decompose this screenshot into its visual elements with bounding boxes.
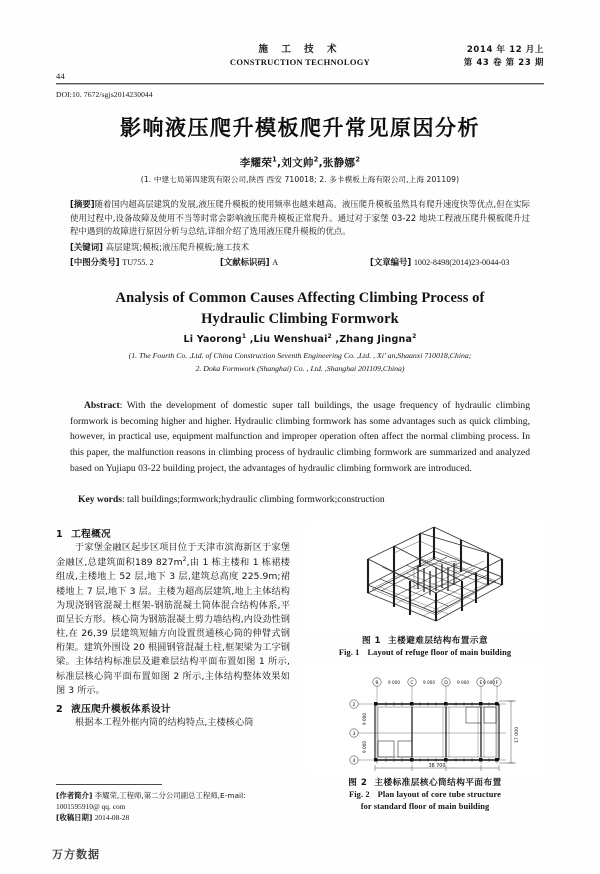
svg-text:2: 2: [352, 702, 356, 708]
svg-text:9 000: 9 000: [362, 740, 367, 753]
figure-2-number-en: Fig. 2: [349, 789, 370, 799]
article-id-value: 1002-8498(2014)23-0044-03: [413, 258, 510, 268]
affiliation-en-line1: (1. The Fourth Co. ,Ltd. of China Construction Seventh Engineering Co. ,Ltd. , Xi' an,Shaanxi 710018,China;: [128, 351, 472, 360]
figure-1-title-en: Layout of refuge floor of main building: [367, 648, 512, 657]
keywords-label-en: Key words: [78, 494, 122, 505]
figure-2: [306, 665, 544, 813]
page-masthead: [56, 44, 544, 82]
affiliation-en: [70, 350, 530, 376]
svg-text:F: F: [495, 680, 499, 686]
body-column-right: [306, 523, 544, 815]
keywords-en: [70, 494, 530, 505]
received-date-label: [收稿日期]: [56, 813, 93, 823]
masthead-divider: [56, 83, 544, 85]
page-title-en-line2: Hydraulic Climbing Formwork: [201, 311, 399, 328]
abstract-label-cn: [摘要]: [70, 199, 95, 209]
abstract-en: [70, 398, 530, 477]
svg-text:D: D: [444, 680, 448, 686]
figure-2-caption-en: [306, 789, 544, 813]
doc-code-label: [文献标识码]: [220, 257, 270, 268]
affiliation-en-line2: 2. Doka Formwork (Shanghai) Co. , Ltd. ,Shanghai 201109,China): [195, 363, 405, 373]
figure-1-number-cn: 图 1: [361, 636, 382, 646]
footnote-divider: [56, 784, 162, 785]
authors-en: Li Yaorong$^1$ ,Liu Wenshuai$^2$ ,Zhang Jingna$^2$: [183, 333, 417, 346]
abstract-cn: [70, 198, 530, 239]
svg-text:38 700: 38 700: [428, 763, 446, 769]
affiliation-cn: (1. 中建七局第四建筑有限公司,陕西 西安 710018; 2. 多卡模板上海有限公司,上海 201109): [140, 175, 460, 184]
journal-title-en: CONSTRUCTION TECHNOLOGY: [229, 56, 371, 67]
author-bio-label: [作者简介]: [56, 791, 93, 800]
footnote-block: [56, 790, 292, 823]
abstract-text-cn: 随着国内超高层建筑的发展,液压爬升模板的使用频率也越来越高。液压爬升模板虽然具有爬升速度快等优点,但在实际使用过程中,设备故障及使用不当等时常会影响液压爬升模板正常爬升。通过对于家堡 03-22 地块工程液压爬升模板爬升过程中遇到的故障进行原因分析与总结,详细介绍了选用液压爬升模板的优点。: [70, 199, 530, 237]
body-column-left: [56, 523, 290, 730]
svg-text:9 000: 9 000: [457, 679, 469, 685]
received-date-value: 2014-08-28: [94, 813, 130, 823]
author-bio-line: [56, 790, 292, 801]
figure-2-image: [306, 665, 544, 773]
author-bio-text: 李耀荣,工程师,第二分公司副总工程师,E-mail:: [94, 791, 246, 800]
abstract-block-cn: [70, 198, 530, 268]
svg-text:9 000: 9 000: [362, 712, 367, 725]
figure-2-caption-cn: [306, 776, 544, 788]
section-2-paragraph: 根据本工程外框内筒的结构特点,主楼核心筒: [75, 716, 254, 728]
figure-1-title-cn: 主楼避难层结构布置示意: [388, 636, 489, 646]
classification-line: [70, 256, 530, 268]
keywords-cn: [70, 241, 530, 253]
section-1-number: 1: [56, 529, 64, 540]
svg-text:E: E: [479, 680, 483, 686]
section-heading-1: [56, 526, 290, 540]
author-email: 1001595910@ qq. com: [56, 802, 126, 812]
issue-info: [464, 44, 544, 70]
figure-1-number-en: Fig. 1: [338, 648, 360, 657]
svg-text:9 000: 9 000: [388, 679, 400, 685]
keywords-label-cn: [关键词]: [70, 242, 104, 253]
svg-text:C: C: [410, 680, 414, 686]
abstract-text-en: : With the development of domestic super tall buildings, the usage frequency of hydraulic climbing formwork is becoming higher and higher. Hydraulic climbing formwork has some advantages such as quick climbing, however, in practical use, equipment malfunction and improper operation often affect the normal climbing process. In this paper, the malfunction reasons in climbing process of hydraulic climbing formwork are summarized and analyzed based on Yujiapu 03-22 building project, the advantages of hydraulic climbing formwork are introduced.: [70, 400, 530, 474]
keywords-text-cn: 高层建筑;模板;液压爬升模板;施工技术: [105, 242, 250, 253]
figure-2-title-cn: 主楼标准层核心筒结构平面布置: [374, 777, 502, 788]
volume-issue: 第 43 卷 第 23 期: [463, 58, 544, 69]
wanfang-watermark: 万方数据: [52, 848, 100, 861]
page-title-cn: 影响液压爬升模板爬升常见原因分析: [120, 116, 480, 140]
svg-text:9 000: 9 000: [423, 679, 435, 685]
received-date-line: [56, 812, 292, 823]
abstract-label-en: Abstract: [84, 400, 120, 411]
page-number: 44: [56, 71, 65, 81]
svg-text:3: 3: [352, 731, 356, 737]
figure-1-caption-cn: [306, 634, 544, 646]
figure-2-title-en-line2: for standard floor of main building: [360, 801, 490, 811]
page-title-en-line1: Analysis of Common Causes Affecting Climbing Process of: [115, 290, 485, 306]
clc-label: [中图分类号]: [70, 257, 120, 268]
article-id-label: [文章编号]: [370, 257, 412, 268]
keywords-text-en: : tall buildings;formwork;hydraulic climbing formwork;construction: [121, 494, 385, 505]
journal-title-cn: 施 工 技 术: [258, 44, 342, 55]
doi-text: DOI:10. 7672/sgjs2014230044: [56, 90, 153, 99]
section-1-paragraph: 于家堡金融区起步区项目位于天津市滨海新区于家堡金融区,总建筑面积189 $827m^2$,由 1 栋主楼和 1 栋裙楼组成,主楼地上 52 层,地下 3 层,建筑总高度 225.9m;裙楼地上 7 层,地下 3 层。主楼为超高层建筑,地上主体结构为现浇钢管混凝土框架-钢筋混凝土筒体混合结构体系,平面呈长方形。核心筒为钢筋混凝土剪力墙结构,内设劲性钢柱,在 26,39 层建筑短轴方向设置贯通核心筒的伸臂式钢桁架。建筑外围设 20 根圆钢管混凝土柱,框架梁为工字钢梁。主体结构标准层及避难层结构平面布置如图 1 所示,标准层核心筒平面布置如图 2 所示,主体结构整体效果如图 3 所示。: [56, 542, 290, 696]
figure-1-caption-en: [306, 647, 544, 659]
figure-1: [306, 523, 544, 659]
figure-2-number-cn: 图 2: [348, 777, 368, 788]
figure-2-title-en-line1: Plan layout of core tube structure: [377, 789, 501, 799]
page-title-en: [70, 288, 530, 330]
figure-1-image: [306, 523, 544, 631]
svg-text:4: 4: [352, 758, 356, 764]
clc-value: TU755. 2: [122, 258, 154, 268]
section-2-number: 2: [56, 703, 64, 715]
section-1-title: 工程概况: [71, 529, 112, 540]
svg-text:17 000: 17 000: [515, 726, 520, 743]
authors-cn: 李耀荣$^1$,刘文帅$^2$,张静娜$^2$: [239, 155, 361, 169]
issue-date: 2014 年 12 月上: [466, 45, 544, 55]
doc-code-value: A: [272, 258, 279, 268]
section-2-title: 液压爬升模板体系设计: [71, 703, 172, 715]
svg-text:B: B: [375, 680, 379, 686]
svg-text:9 000: 9 000: [483, 679, 495, 685]
section-heading-2: [56, 701, 290, 715]
